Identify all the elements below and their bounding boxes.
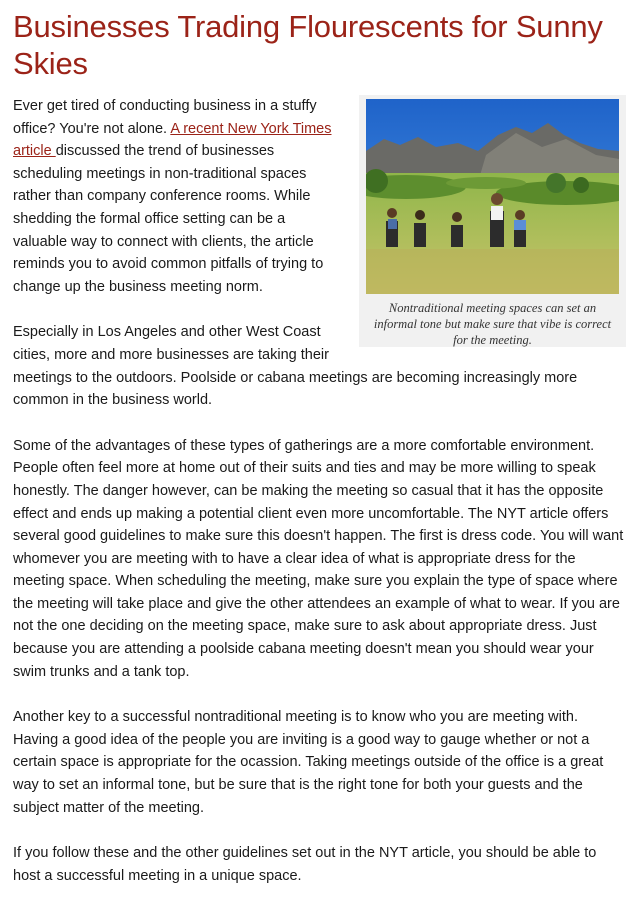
- meeting-photo: [366, 99, 619, 294]
- nyt-article-link[interactable]: A recent New York Times article: [13, 120, 332, 160]
- paragraph-4: Another key to a successful nontraditional meeting is to know who you are meeting with. Having a good idea of the people you are inviting is a good way to gauge whether or not a certain space is appropriate for the ocassion. Taking meetings outside of the office is a great way to set an informal tone, but be sure that is the right tone for both your guests and the subject matter of the meeting.: [13, 709, 604, 816]
- figure: [359, 95, 626, 347]
- article-title: Businesses Trading Flourescents for Sunny Skies: [13, 9, 603, 81]
- article-body: [13, 95, 626, 887]
- figure-caption: Nontraditional meeting spaces can set an informal tone but make sure that vibe is correct for the meeting.: [373, 301, 612, 347]
- paragraph-1-rest: discussed the trend of businesses scheduling meetings in non-traditional spaces rather than company conference rooms. While shedding the formal office setting can be a valuable way to connect with clients, the article reminds you to avoid common pitfalls of trying to change up the business meeting norm.: [13, 143, 324, 295]
- paragraph-3: Some of the advantages of these types of gatherings are a more comfortable environment. People often feel more at home out of their suits and ties and may be more willing to speak honestly. The danger however, can be making the meeting so casual that it has the opposite effect and ends up making a potential client even more uncomfortable. The NYT article offers several good guidelines to make sure this doesn't happen. The first is dress code. You will want whomever you are meeting with to have a clear idea of what is appropriate dress for the meeting space. When scheduling the meeting, make sure you explain the type of space where the meeting will take place and give the other attendees an example of what to wear. If you are not the one deciding on the meeting space, make sure to ask about appropriate dress. Just because you are attending a poolside cabana meeting doesn't mean you should wear your swim trunks and a tank top.: [13, 437, 624, 680]
- paragraph-5: If you follow these and the other guidelines set out in the NYT article, you should be able to host a successful meeting in a unique space.: [13, 845, 597, 884]
- paragraph-2: Especially in Los Angeles and other West Coast cities, more and more businesses are taking their meetings to the outdoors. Poolside or cabana meetings are becoming increasingly more common in the business world.: [13, 324, 578, 409]
- paragraph-1-intro: Ever get tired of conducting business in a stuffy office? You're not alone.: [13, 98, 317, 137]
